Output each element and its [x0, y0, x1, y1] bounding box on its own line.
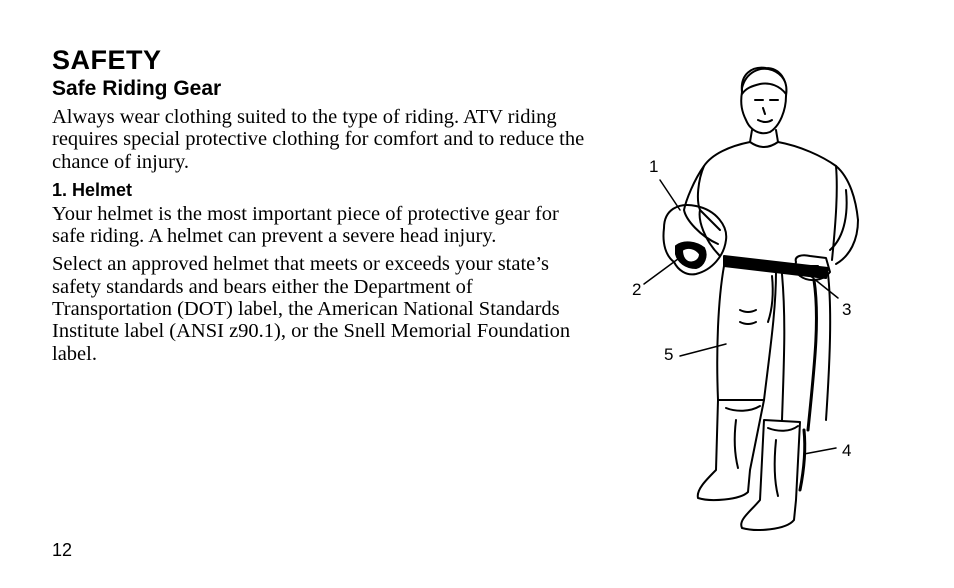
leader-line-4: [804, 448, 836, 454]
text-column: [52, 44, 592, 371]
rider-gear-illustration: [600, 60, 900, 540]
rider-neck: [750, 130, 778, 142]
page-heading: SAFETY: [52, 45, 162, 75]
callout-4: 4: [842, 441, 852, 460]
leader-line-5: [680, 344, 726, 356]
intro-paragraph: Always wear clothing suited to the type of riding. ATV riding requires special protective clothing for comfort and to reduce the chance of injury.: [52, 106, 585, 173]
callout-1: 1: [649, 157, 659, 176]
callout-2: 2: [632, 280, 642, 299]
callout-3: 3: [842, 300, 852, 319]
rider-boot-left: [698, 400, 764, 500]
helmet-heading: 1. Helmet: [52, 179, 133, 200]
page-number: 12: [52, 540, 73, 560]
callout-5: 5: [664, 345, 674, 364]
helmet-paragraph-1: Your helmet is the most important piece of protective gear for safe riding. A helmet can prevent a severe head injury.: [52, 202, 559, 248]
leader-line-2: [644, 256, 682, 284]
leader-line-1: [660, 180, 680, 210]
section-subheading: Safe Riding Gear: [52, 77, 222, 100]
helmet-paragraph-2: Select an approved helmet that meets or exceeds your state’s safety standards and bears either the Department of Transportation (DOT) label, the American National Standards Institute label (ANSI z90.1), or the Snell Memorial Foundation label.: [52, 253, 571, 365]
rider-figure-drawing: [600, 60, 900, 540]
rider-jersey: [698, 142, 858, 220]
